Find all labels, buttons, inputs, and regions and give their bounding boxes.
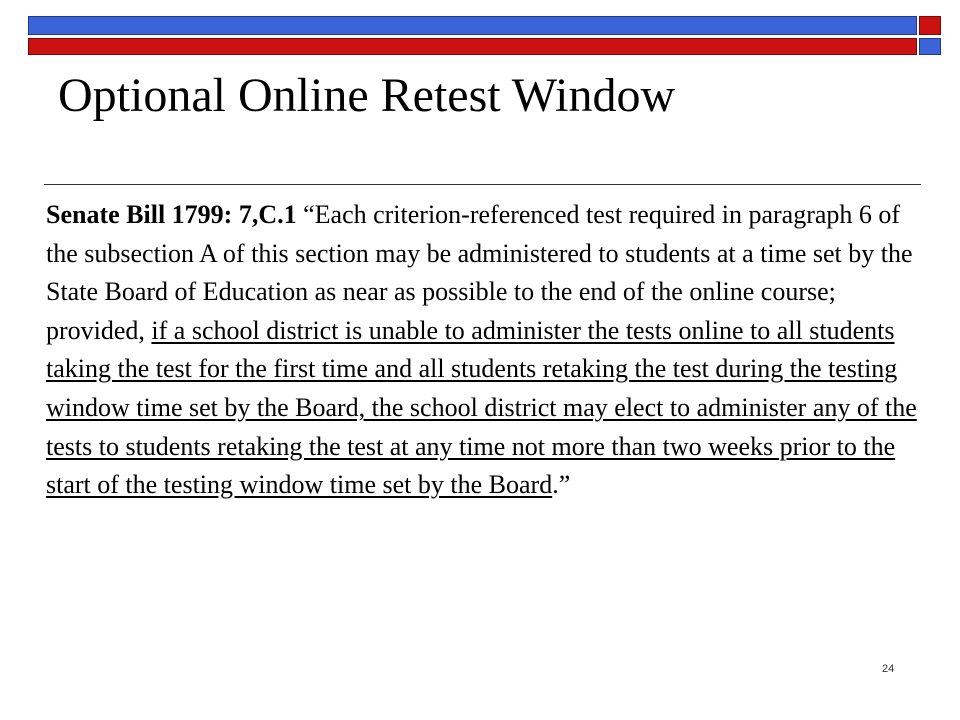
decor-square-red bbox=[919, 16, 941, 35]
decor-bar-blue bbox=[28, 16, 917, 35]
quote-intro: “Each criterion-referenced test required in paragraph 6 of the subsection A of this section may be administered to students at a time set by the State Board of Education as near as possible to the end of the online course; provided, bbox=[46, 200, 913, 345]
decor-bar-red bbox=[28, 38, 917, 55]
slide-title: Optional Online Retest Window bbox=[58, 69, 676, 122]
slide-body bbox=[46, 196, 926, 505]
page-number: 24 bbox=[882, 663, 895, 675]
decor-square-blue bbox=[919, 38, 941, 55]
bill-citation: Senate Bill 1799: 7,C.1 bbox=[46, 200, 297, 229]
title-divider bbox=[44, 184, 921, 185]
quote-end: .” bbox=[552, 470, 571, 500]
quote-underlined: if a school district is unable to administer the tests online to all students taking the test for the first time and all students retaking the test during the testing window time set by the Board, the school district may elect to administer any of the tests to students retaking the test at any time not more than two weeks prior to the start of the testing window time set by the Board bbox=[46, 315, 917, 500]
